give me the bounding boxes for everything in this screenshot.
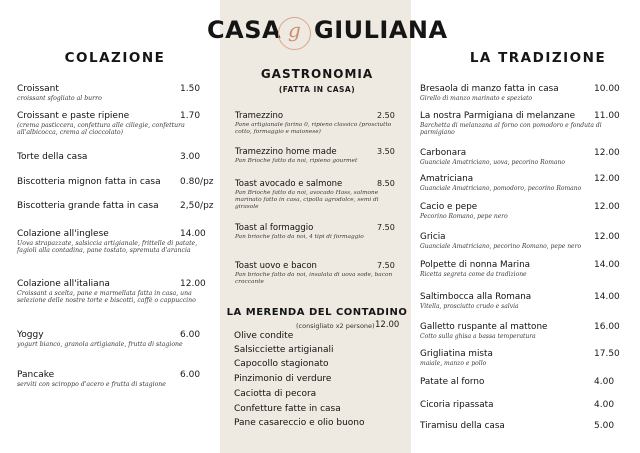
menu-item <box>420 322 620 340</box>
item-price: 14.00 <box>594 292 620 302</box>
menu-item <box>420 174 620 192</box>
menu-item <box>235 261 400 286</box>
item-name: Galletto ruspante al mattone <box>420 322 548 332</box>
item-desc: Pan brioche fatto da noi, insalata di uova sode, bacon croccante <box>235 272 393 285</box>
item-desc: Barchetta di melanzana al forno con pomodoro e fonduta di parmigiano <box>420 122 602 136</box>
menu-item <box>420 232 620 250</box>
item-price: 3.00 <box>180 152 201 162</box>
item-name: Gricia <box>420 232 446 242</box>
colazione-title: COLAZIONE <box>64 50 166 66</box>
item-desc: Vitella, prosciutto crudo e salvia <box>420 303 519 310</box>
gastronomia-subtitle: (FATTA IN CASA) <box>278 85 356 94</box>
item-price: 17.50 <box>594 349 620 359</box>
merenda-item: Pinzimonio di verdure <box>234 374 332 384</box>
item-name: Toast avocado e salmone <box>235 179 343 189</box>
menu-item <box>420 148 620 166</box>
item-price: 6.00 <box>180 330 201 340</box>
item-price: 0.80/pz <box>180 177 214 187</box>
item-name: Tramezzino <box>235 111 284 121</box>
item-name: Carbonara <box>420 148 467 158</box>
menu-item <box>420 292 620 310</box>
item-name: Croissant e paste ripiene <box>17 111 130 121</box>
item-name: Colazione all'inglese <box>17 229 109 239</box>
item-name: Biscotteria grande fatta in casa <box>17 201 159 211</box>
item-desc: Ricetta segreta come da tradizione <box>420 271 527 278</box>
menu-item <box>235 223 400 241</box>
menu-item <box>17 152 207 162</box>
item-price: 7.50 <box>377 261 395 270</box>
item-price: 10.00 <box>594 84 620 94</box>
menu-item <box>17 111 207 137</box>
item-desc: serviti con sciroppo d'acero e frutta di stagione <box>17 381 166 388</box>
item-desc: Pecorino Romano, pepe nero <box>420 213 508 220</box>
item-name: Toast al formaggio <box>235 223 314 233</box>
menu-item <box>420 349 620 367</box>
merenda-item: Pane casareccio e olio buono <box>234 418 365 428</box>
logo-word-casa: CASA <box>207 16 282 44</box>
item-desc: Croissant a scelta, pane e marmellata fatta in casa, una selezione delle nostre torte e biscotti, caffè o cappuccino <box>17 290 196 305</box>
menu-item <box>235 179 400 210</box>
item-name: Amatriciana <box>420 174 474 184</box>
menu-item <box>420 260 620 278</box>
item-desc: maiale, manzo e pollo <box>420 360 487 367</box>
item-name: Bresaola di manzo fatta in casa <box>420 84 559 94</box>
item-name: Tiramisu della casa <box>420 421 505 431</box>
menu-item <box>420 84 620 102</box>
menu-item <box>420 400 620 410</box>
item-price: 8.50 <box>377 179 395 188</box>
logo-letter: g <box>288 18 302 42</box>
merenda-title: LA MERENDA DEL CONTADINO <box>226 307 408 318</box>
item-price: 12.00 <box>594 174 620 184</box>
menu-item <box>235 147 400 165</box>
item-name: Cicoria ripassata <box>420 400 494 410</box>
menu-item <box>17 279 207 305</box>
merenda-item: Olive condite <box>234 331 294 341</box>
item-name: Cacio e pepe <box>420 202 478 212</box>
item-price: 12.00 <box>594 148 620 158</box>
menu-item <box>17 330 207 348</box>
menu-item <box>420 202 620 220</box>
item-desc: Uova strapazzate, salsiccia artigianale, frittelle di patate, fagioli alla contadina, pane tostato, spremuta d'arancia <box>17 240 198 255</box>
item-price: 12.00 <box>594 202 620 212</box>
item-desc: Pan Brioche fatto da noi, avocado Hass, salmone marinato fatto in casa, cipolla agrodolce, semi di girasole <box>235 190 379 210</box>
item-desc: Pan brioche fatto da noi, 4 tipi di formaggio <box>235 234 364 240</box>
merenda-item: Salsicciette artigianali <box>234 345 334 355</box>
item-name: Torte della casa <box>17 152 88 162</box>
item-name: Saltimbocca alla Romana <box>420 292 532 302</box>
item-price: 12.00 <box>180 279 206 289</box>
logo <box>205 14 448 50</box>
menu-item <box>17 177 214 187</box>
logo-word-giuliana: GIULIANA <box>314 16 448 44</box>
menu-item <box>17 201 214 211</box>
menu-item <box>420 377 620 387</box>
item-price: 4.00 <box>594 377 615 387</box>
merenda-price: 12.00 <box>375 320 400 330</box>
item-name: La nostra Parmigiana di melanzane <box>420 111 576 121</box>
item-name: Patate al forno <box>420 377 485 387</box>
item-price: 2.50 <box>377 111 395 120</box>
item-desc: Guanciale Amatriciano, pecorino Romano, pepe nero <box>420 243 582 250</box>
tradizione-title: LA TRADIZIONE <box>469 50 607 66</box>
menu-item <box>420 111 620 136</box>
item-name: Biscotteria mignon fatta in casa <box>17 177 161 187</box>
item-price: 14.00 <box>594 260 620 270</box>
gastronomia-title: GASTRONOMIA <box>260 67 374 81</box>
item-price: 12.00 <box>594 232 620 242</box>
item-price: 11.00 <box>594 111 620 121</box>
item-name: Pancake <box>17 370 55 380</box>
item-desc: croissant sfogliato al burro <box>17 95 102 102</box>
merenda-item: Capocollo stagionato <box>234 359 329 369</box>
merenda-item: Confetture fatte in casa <box>234 404 341 414</box>
merenda-subtitle: (consigliato x2 persone) <box>296 322 375 330</box>
item-name: Croissant <box>17 84 59 94</box>
item-name: Toast uovo e bacon <box>235 261 317 271</box>
item-name: Tramezzino home made <box>235 147 337 157</box>
item-price: 1.70 <box>180 111 201 121</box>
item-price: 3.50 <box>377 147 395 156</box>
merenda-item: Caciotta di pecora <box>234 389 317 399</box>
item-price: 6.00 <box>180 370 201 380</box>
item-price: 7.50 <box>377 223 395 232</box>
item-desc: yogurt bianco, granola artigianale, frutta di stagione <box>17 341 183 348</box>
item-desc: Cotto sulla ghisa a bassa temperatura <box>420 333 536 340</box>
item-price: 2,50/pz <box>180 201 214 211</box>
item-name: Yoggy <box>17 330 44 340</box>
item-price: 5.00 <box>594 421 615 431</box>
item-desc: Girello di manzo marinato e speziato <box>420 95 533 102</box>
menu-item <box>17 370 207 388</box>
item-desc: Guanciale Amatriciano, uova, pecorino Romano <box>420 159 565 166</box>
item-desc: Pane artigianale farina 0, ripieno classico (prosciutto cotto, formaggio e maionese) <box>235 122 392 135</box>
menu-item <box>235 111 400 136</box>
item-name: Polpette di nonna Marina <box>420 260 531 270</box>
menu-item <box>420 421 620 431</box>
item-desc: (crema pasticcera, confettura alle ciliegie, confettura all'albicocca, crema al cioccolato) <box>17 122 185 137</box>
item-name: Grigliatina mista <box>420 349 493 359</box>
item-name: Colazione all'italiana <box>17 279 110 289</box>
item-price: 4.00 <box>594 400 615 410</box>
item-price: 14.00 <box>180 229 206 239</box>
item-desc: Pan Brioche fatto da noi, ripieno gourmet <box>235 158 358 164</box>
item-price: 1.50 <box>180 84 201 94</box>
menu-item <box>17 84 207 102</box>
item-price: 16.00 <box>594 322 620 332</box>
item-desc: Guanciale Amatriciano, pomodoro, pecorino Romano <box>420 185 582 192</box>
menu-item <box>17 229 207 255</box>
